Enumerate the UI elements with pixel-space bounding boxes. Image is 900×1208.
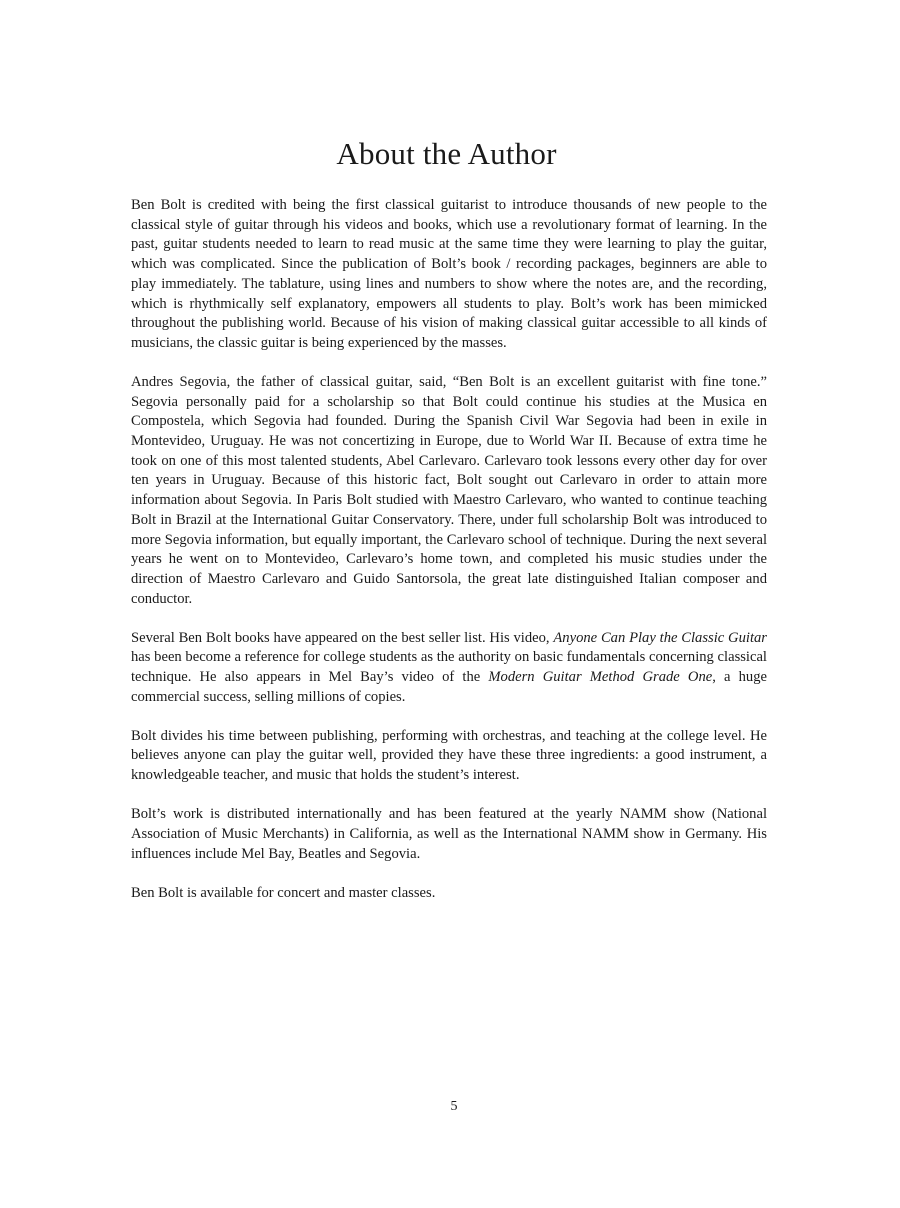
page-number: 5 bbox=[450, 1099, 458, 1114]
paragraph-namm: Bolt’s work is distributed internationally and has been featured at the yearly NAMM show (National Association of Music Merchants) in California, as well as the International NAMM show in Germany. His influences include Mel Bay, Beatles and Segovia. bbox=[131, 806, 767, 862]
paragraph-intro: Ben Bolt is credited with being the first classical guitarist to introduce thousands of new people to the classical style of guitar through his videos and books, which use a revolutionary format of learning. In the past, guitar students needed to learn to read music at the same time they were learning to play the guitar, which was complicated. Since the publication of Bolt’s book / recording packages, beginners are able to play immediately. The tablature, using lines and numbers to show where the notes are, and the recording, which is rhythmically self explanatory, empowers all students to play. Bolt’s work has been mimicked throughout the publishing world. Because of his vision of making classical guitar accessible to all kinds of musicians, the classic guitar is being experienced by the masses. bbox=[131, 197, 767, 351]
paragraph-books-text-3: , a huge commercial success, selling millions of copies. bbox=[131, 669, 767, 705]
paragraph-books bbox=[131, 629, 767, 708]
paragraph-books-text-2: has been become a reference for college students as the authority on basic fundamentals concerning classical technique. He also appears in Mel Bay’s video of the bbox=[131, 649, 767, 686]
paragraph-segovia: Andres Segovia, the father of classical guitar, said, “Ben Bolt is an excellent guitarist with fine tone.” Segovia personally paid for a scholarship so that Bolt could continue his studies at the Musica en Compostela, which Segovia had founded. During the Spanish Civil War Segovia had been in exile in Montevideo, Uruguay. He was not concertizing in Europe, due to World War II. Because of extra time he took on one of this most talented students, Abel Carlevaro. Carlevaro took lessons every other day for over ten years in Uruguay. Because of this historic fact, Bolt sought out Carlevaro in order to attain more information about Segovia. In Paris Bolt studied with Maestro Carlevaro, who wanted to continue teaching Bolt in Brazil at the International Guitar Conservatory. There, under full scholarship Bolt was introduced to more Segovia information, but equally important, the Carlevaro school of technique. During the next several years he went on to Montevideo, Carlevaro’s home town, and completed his music studies under the direction of Maestro Carlevaro and Guido Santorsola, the great late distinguished Italian composer and conductor. bbox=[131, 373, 767, 607]
paragraph-books-text-1: Several Ben Bolt books have appeared on the best seller list. His video, bbox=[131, 629, 554, 646]
paragraph-teaching: Bolt divides his time between publishing, performing with orchestras, and teaching at the college level. He believes anyone can play the guitar well, provided they have these three ingredients: a good instrument, a knowledgeable teacher, and music that holds the student’s interest. bbox=[131, 727, 767, 784]
video-title-italic: Anyone Can Play the Classic Guitar bbox=[553, 629, 767, 646]
body-text bbox=[131, 196, 767, 923]
page-title: About the Author bbox=[336, 136, 557, 171]
paragraph-availability: Ben Bolt is available for concert and master classes. bbox=[131, 884, 436, 901]
method-title-italic: Modern Guitar Method Grade One bbox=[488, 669, 713, 686]
